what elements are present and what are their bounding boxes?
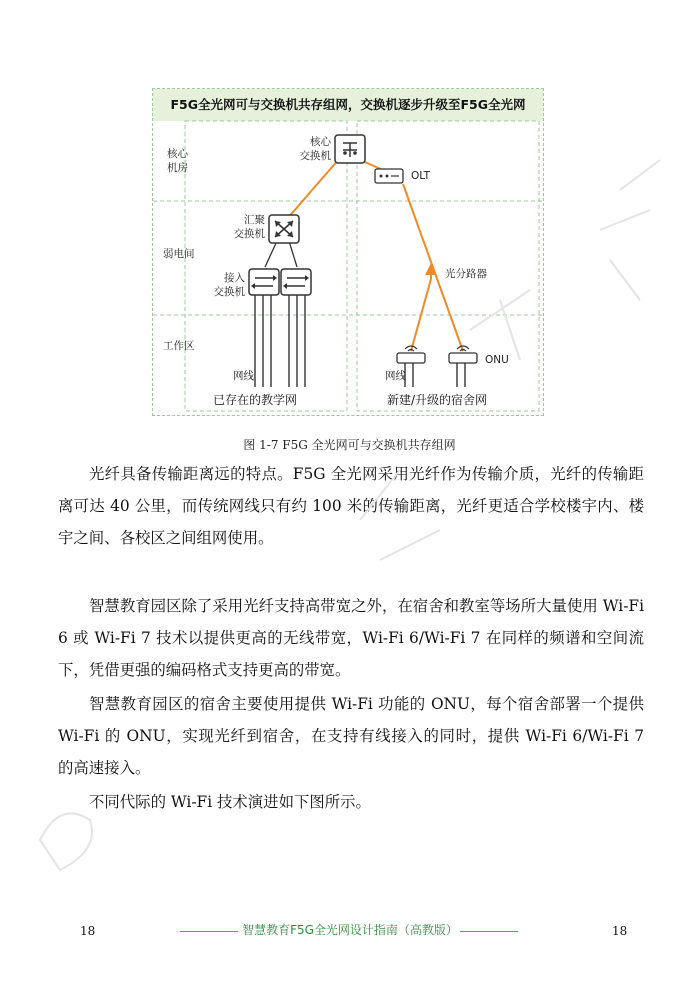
splitter-icon	[425, 263, 437, 275]
label-splitter: 光分路器	[445, 268, 487, 280]
link-core-agg	[287, 159, 339, 219]
access-switch-icon-1	[249, 269, 279, 295]
paragraph-1: 光纤具备传输距离远的特点。F5G 全光网采用光纤作为传输介质，光纤的传输距离可达 40 公里，而传统网线只有约 100 米的传输距离，光纤更适合学校楼宇内、楼宇之间、各校区之间组网使用。	[58, 465, 644, 547]
label-core-switch: 核心 交换机	[299, 136, 331, 162]
zone-label-weak-room: 弱电间	[163, 248, 195, 260]
fiber-links	[287, 159, 463, 351]
figure-caption: 图 1-7 F5G 全光网可与交换机共存组网	[243, 438, 456, 452]
label-access-switch: 接入 交换机	[213, 272, 245, 298]
network-diagram	[153, 89, 545, 417]
label-olt: OLT	[411, 170, 431, 182]
core-switch-icon	[335, 135, 365, 163]
paragraph-4: 不同代际的 Wi-Fi 技术演进如下图所示。	[89, 793, 371, 811]
paragraph-2: 智慧教育园区除了采用光纤支持高带宽之外，在宿舍和教室等场所大量使用 Wi-Fi 6 或 Wi-Fi 7 技术以提供更高的无线带宽，Wi-Fi 6/Wi-Fi 7 在同样的频谱和空间流下，凭借更强的编码格式支持更高的带宽。	[58, 597, 644, 679]
label-cable-right: 网线	[385, 370, 406, 382]
footer-rule-right	[460, 931, 518, 932]
zone-label-work-area: 工作区	[163, 340, 195, 352]
paragraph-3: 智慧教育园区的宿舍主要使用提供 Wi-Fi 功能的 ONU，每个宿舍部署一个提供 Wi-Fi 的 ONU，实现光纤到宿舍，在支持有线接入的同时，提供 Wi-Fi 6/Wi-Fi 7 的高速接入。	[58, 695, 644, 777]
access-switch-icon-2	[281, 269, 311, 295]
copper-links	[265, 241, 297, 267]
figure-title: F5G全光网可与交换机共存组网，交换机逐步升级至F5G全光网	[153, 89, 543, 121]
page-number-left: 18	[80, 924, 96, 938]
right-zone-box	[357, 121, 539, 411]
footer-title: 智慧教育F5G全光网设计指南（高教版）	[242, 923, 458, 937]
network-figure	[152, 88, 544, 416]
footer-rule-left	[180, 931, 238, 932]
label-cable-left: 网线	[233, 370, 254, 382]
label-new-dorm-net: 新建/升级的宿舍网	[387, 393, 488, 407]
label-existing-teaching-net: 已存在的教学网	[213, 393, 298, 407]
page-number-right: 18	[612, 924, 628, 938]
cable-lines-right	[405, 363, 465, 387]
olt-icon	[375, 169, 403, 183]
label-aggregation-switch: 汇聚 交换机	[233, 214, 265, 240]
zone-label-core-room: 核心 机房	[167, 148, 188, 174]
aggregation-switch-icon	[269, 215, 299, 243]
cable-lines-left	[255, 295, 305, 387]
label-onu: ONU	[485, 354, 509, 366]
